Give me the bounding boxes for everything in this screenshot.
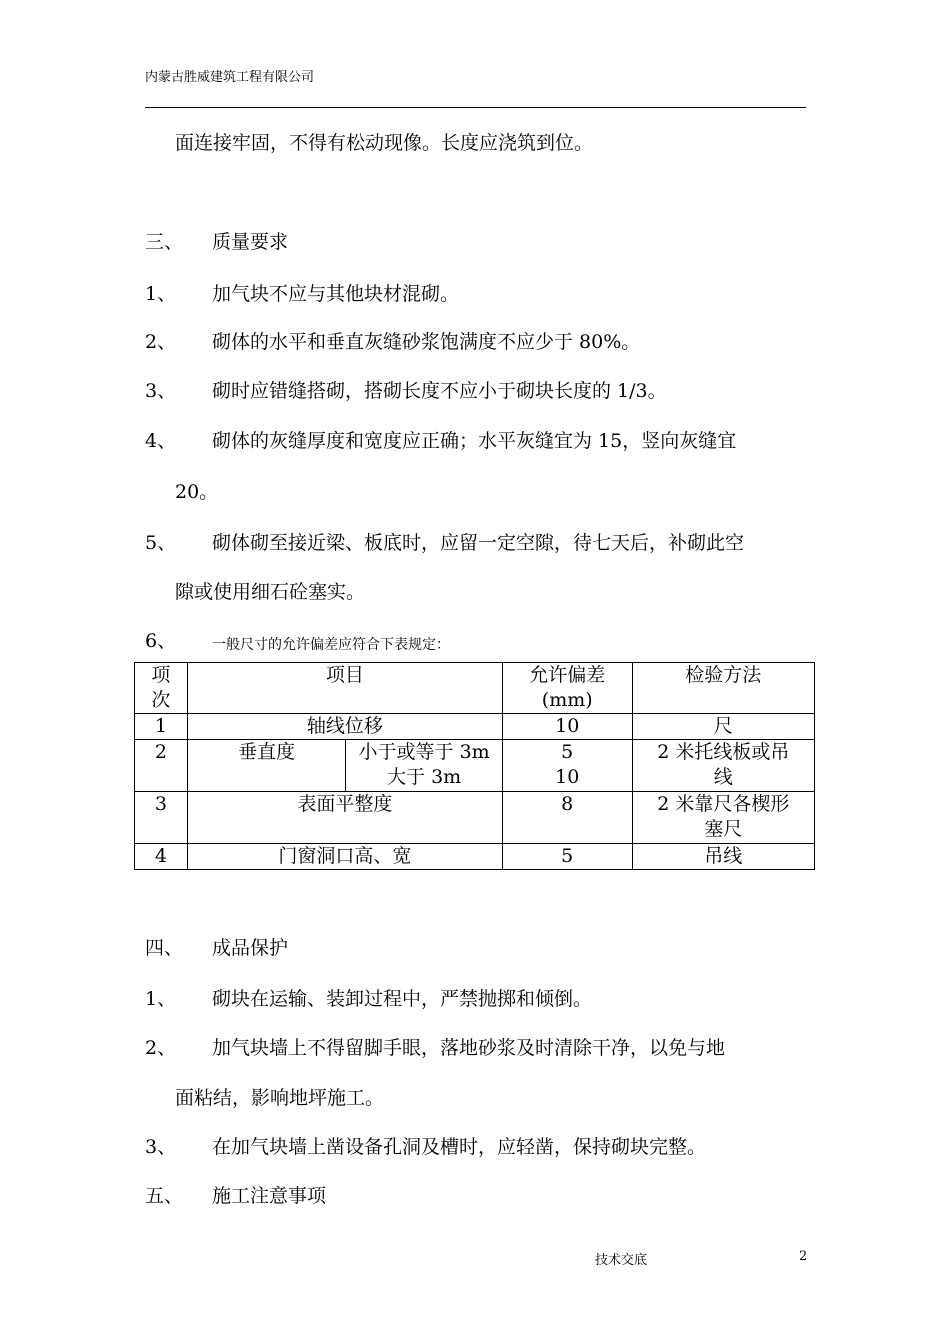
list-item-text: 加气块墙上不得留脚手眼，落地砂浆及时清除干净，以免与地: [212, 1037, 726, 1059]
table-row: [135, 792, 815, 844]
cell-deviation: 5: [502, 844, 632, 870]
header-cell-method: 检验方法: [632, 663, 814, 714]
section-3-title: 质量要求: [212, 231, 289, 253]
list-item-continuation: 隙或使用细石砼塞实。: [175, 581, 366, 603]
list-item-text: 一般尺寸的允许偏差应符合下表规定：: [212, 637, 450, 653]
list-item-number: 1、: [145, 988, 177, 1010]
list-item-number: 1、: [145, 283, 177, 305]
list-item-number: 5、: [145, 532, 177, 554]
cell-deviation: 8: [502, 792, 632, 844]
cell-no: 4: [135, 844, 188, 870]
cell-item: 门窗洞口高、宽: [187, 844, 502, 870]
table-row: [135, 740, 815, 792]
list-item-text: 砌体的灰缝厚度和宽度应正确；水平灰缝宜为 15，竖向灰缝宜: [212, 430, 737, 452]
cell-deviation: 5 10: [502, 740, 632, 792]
header-cell-item: 项目: [187, 663, 502, 714]
cell-method: 2 米靠尺各楔形 塞尺: [632, 792, 814, 844]
header-divider: [145, 107, 806, 108]
section-5-number: 五、: [145, 1185, 184, 1207]
list-item-text: 加气块不应与其他块材混砌。: [212, 283, 460, 305]
section-4-title: 成品保护: [212, 937, 289, 959]
list-item-text: 砌体的水平和垂直灰缝砂浆饱满度不应少于 80%。: [212, 331, 641, 353]
list-item-text: 在加气块墙上凿设备孔洞及槽时，应轻凿，保持砌块完整。: [212, 1136, 707, 1158]
cell-item: 垂直度: [187, 740, 345, 792]
header-cell-deviation: 允许偏差 (mm): [502, 663, 632, 714]
table-row: [135, 844, 815, 870]
table-header-row: [135, 663, 815, 714]
list-item-number: 2、: [145, 331, 177, 353]
list-item-number: 2、: [145, 1037, 177, 1059]
page-number: 2: [799, 1249, 808, 1264]
list-item-number: 4、: [145, 430, 177, 452]
header-cell-no: 项 次: [135, 663, 188, 714]
list-item-number: 3、: [145, 380, 177, 402]
list-item-number: 6、: [145, 630, 177, 652]
cell-method: 2 米托线板或吊 线: [632, 740, 814, 792]
list-item-text: 砌体砌至接近梁、板底时，应留一定空隙，待七天后，补砌此空: [212, 532, 745, 554]
paragraph-continuation: 面连接牢固，不得有松动现像。长度应浇筑到位。: [175, 132, 594, 154]
cell-no: 3: [135, 792, 188, 844]
cell-method: 尺: [632, 714, 814, 740]
cell-deviation: 10: [502, 714, 632, 740]
section-4-number: 四、: [145, 937, 184, 959]
cell-no: 1: [135, 714, 188, 740]
list-item-continuation: 面粘结，影响地坪施工。: [175, 1087, 385, 1109]
tolerance-table: [134, 662, 815, 870]
footer-label: 技术交底: [595, 1253, 648, 1268]
list-item-text: 砌时应错缝搭砌，搭砌长度不应小于砌块长度的 1/3。: [212, 380, 667, 402]
table-row: [135, 714, 815, 740]
list-item-continuation: 20。: [175, 481, 219, 503]
cell-no: 2: [135, 740, 188, 792]
section-3-number: 三、: [145, 231, 184, 253]
cell-item: 表面平整度: [187, 792, 502, 844]
header-company: 内蒙古胜威建筑工程有限公司: [145, 70, 315, 85]
cell-subitem: 小于或等于 3m 大于 3m: [346, 740, 503, 792]
list-item-text: 砌块在运输、装卸过程中，严禁抛掷和倾倒。: [212, 988, 593, 1010]
cell-method: 吊线: [632, 844, 814, 870]
section-5-title: 施工注意事项: [212, 1185, 327, 1207]
list-item-number: 3、: [145, 1136, 177, 1158]
cell-item: 轴线位移: [187, 714, 502, 740]
